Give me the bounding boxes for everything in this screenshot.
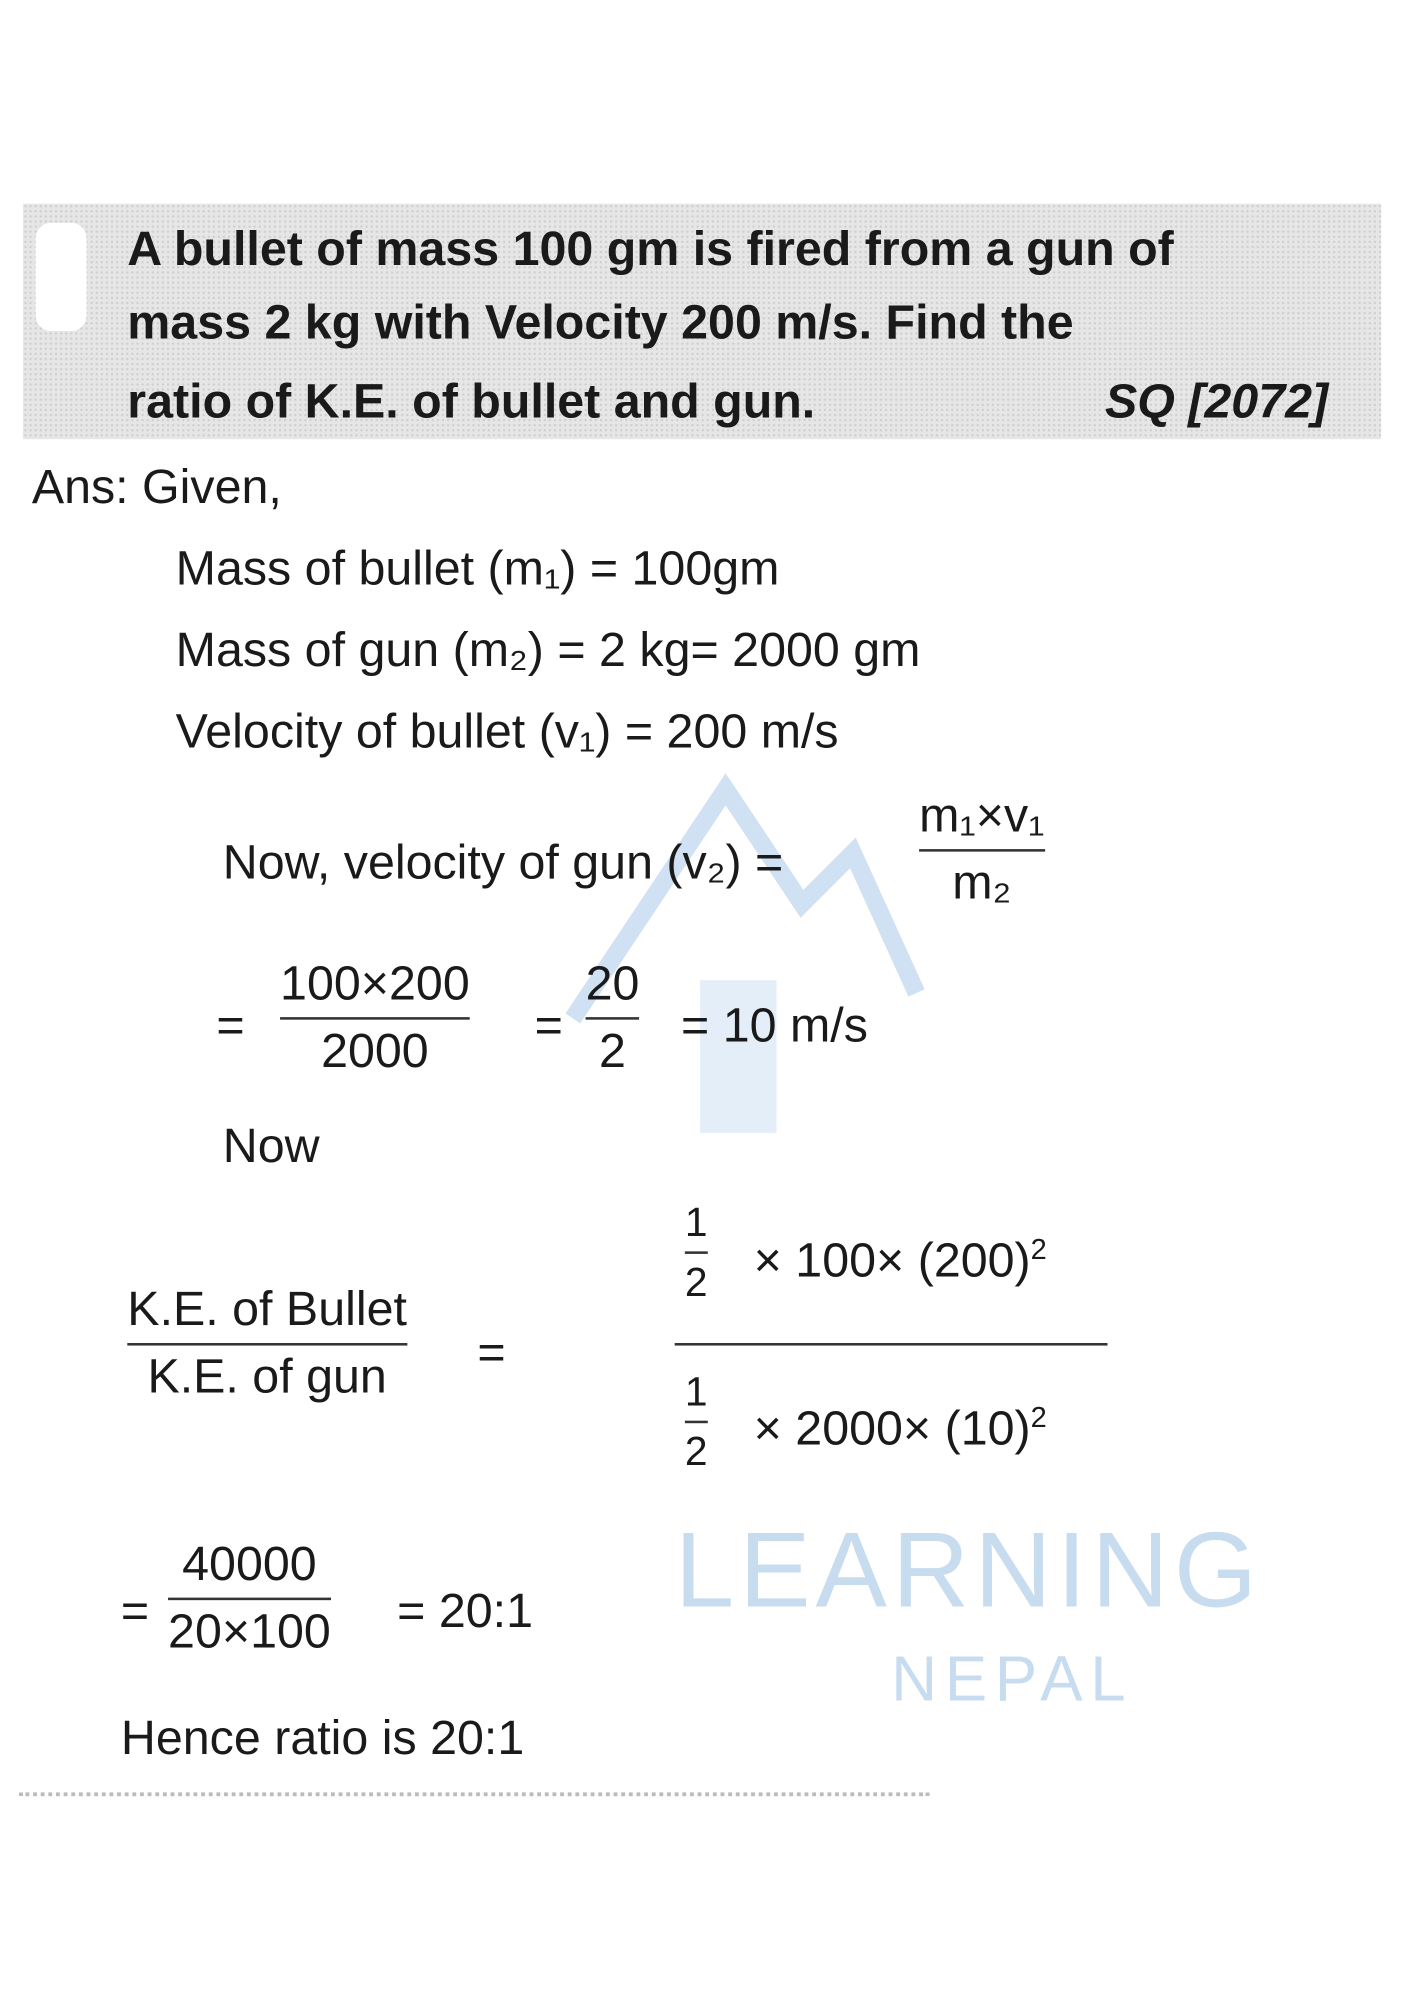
given-mass-bullet: Mass of bullet (m₁) = 100gm bbox=[175, 542, 780, 596]
ke-bullet-terms: × 100× (200) bbox=[753, 1234, 1031, 1288]
exponent: 2 bbox=[1030, 1400, 1047, 1434]
half-numerator: 1 bbox=[684, 1368, 708, 1415]
step1-fraction bbox=[280, 957, 470, 1079]
v2-label: Now, velocity of gun (v₂) = bbox=[222, 836, 784, 890]
step1-result: = 10 m/s bbox=[681, 999, 868, 1053]
step1-numerator-2: 20 bbox=[585, 957, 640, 1011]
half-bottom bbox=[685, 1368, 708, 1475]
watermark-mountain-icon bbox=[547, 764, 929, 1146]
divider bbox=[19, 1792, 929, 1796]
fraction-bar bbox=[675, 1343, 1108, 1346]
step2-fraction bbox=[168, 1538, 331, 1660]
step1-denominator-2: 2 bbox=[599, 1024, 626, 1079]
half-top bbox=[685, 1199, 708, 1306]
watermark-logo: LEARNING bbox=[674, 1509, 1263, 1630]
question-line-1: A bullet of mass 100 gm is fired from a gun of bbox=[127, 222, 1174, 277]
ke-gun: K.E. of gun bbox=[147, 1350, 387, 1405]
step2-numerator: 40000 bbox=[182, 1537, 317, 1592]
now-label: Now bbox=[222, 1120, 320, 1174]
step2-result: = 20:1 bbox=[397, 1584, 534, 1639]
question-line-2: mass 2 kg with Velocity 200 m/s. Find the bbox=[127, 296, 1074, 351]
ke-bullet-expr bbox=[754, 1232, 1047, 1289]
equals-sign: = bbox=[477, 1326, 506, 1380]
exponent: 2 bbox=[1030, 1232, 1047, 1266]
question-tag: SQ [2072] bbox=[1104, 375, 1329, 430]
half-denominator: 2 bbox=[684, 1428, 708, 1475]
question-line-3: ratio of K.E. of bullet and gun. bbox=[127, 375, 816, 430]
ke-gun-terms: × 2000× (10) bbox=[753, 1402, 1031, 1456]
equals-sign: = bbox=[120, 1584, 150, 1639]
conclusion: Hence ratio is 20:1 bbox=[120, 1712, 525, 1766]
given-velocity-bullet: Velocity of bullet (v₁) = 200 m/s bbox=[175, 705, 839, 759]
ke-gun-expr bbox=[754, 1400, 1047, 1457]
watermark-logo-sub: NEPAL bbox=[891, 1643, 1134, 1715]
equals-sign: = bbox=[216, 999, 245, 1053]
step1-numerator: 100×200 bbox=[280, 957, 470, 1011]
half-denominator: 2 bbox=[684, 1258, 708, 1305]
ke-ratio-fraction bbox=[127, 1283, 407, 1405]
v2-numerator: m₁×v₁ bbox=[919, 789, 1045, 843]
ke-bullet: K.E. of Bullet bbox=[127, 1283, 407, 1337]
equals-sign: = bbox=[534, 999, 563, 1053]
v2-fraction bbox=[919, 789, 1044, 911]
answer-intro: Ans: Given, bbox=[31, 460, 282, 515]
tab-mark bbox=[36, 223, 87, 331]
v2-denominator: m₂ bbox=[952, 856, 1012, 911]
step2-denominator: 20×100 bbox=[168, 1605, 331, 1659]
step1-fraction-2 bbox=[586, 957, 640, 1079]
step1-denominator: 2000 bbox=[321, 1024, 429, 1079]
given-mass-gun: Mass of gun (m₂) = 2 kg= 2000 gm bbox=[175, 623, 921, 678]
half-numerator: 1 bbox=[684, 1199, 708, 1245]
